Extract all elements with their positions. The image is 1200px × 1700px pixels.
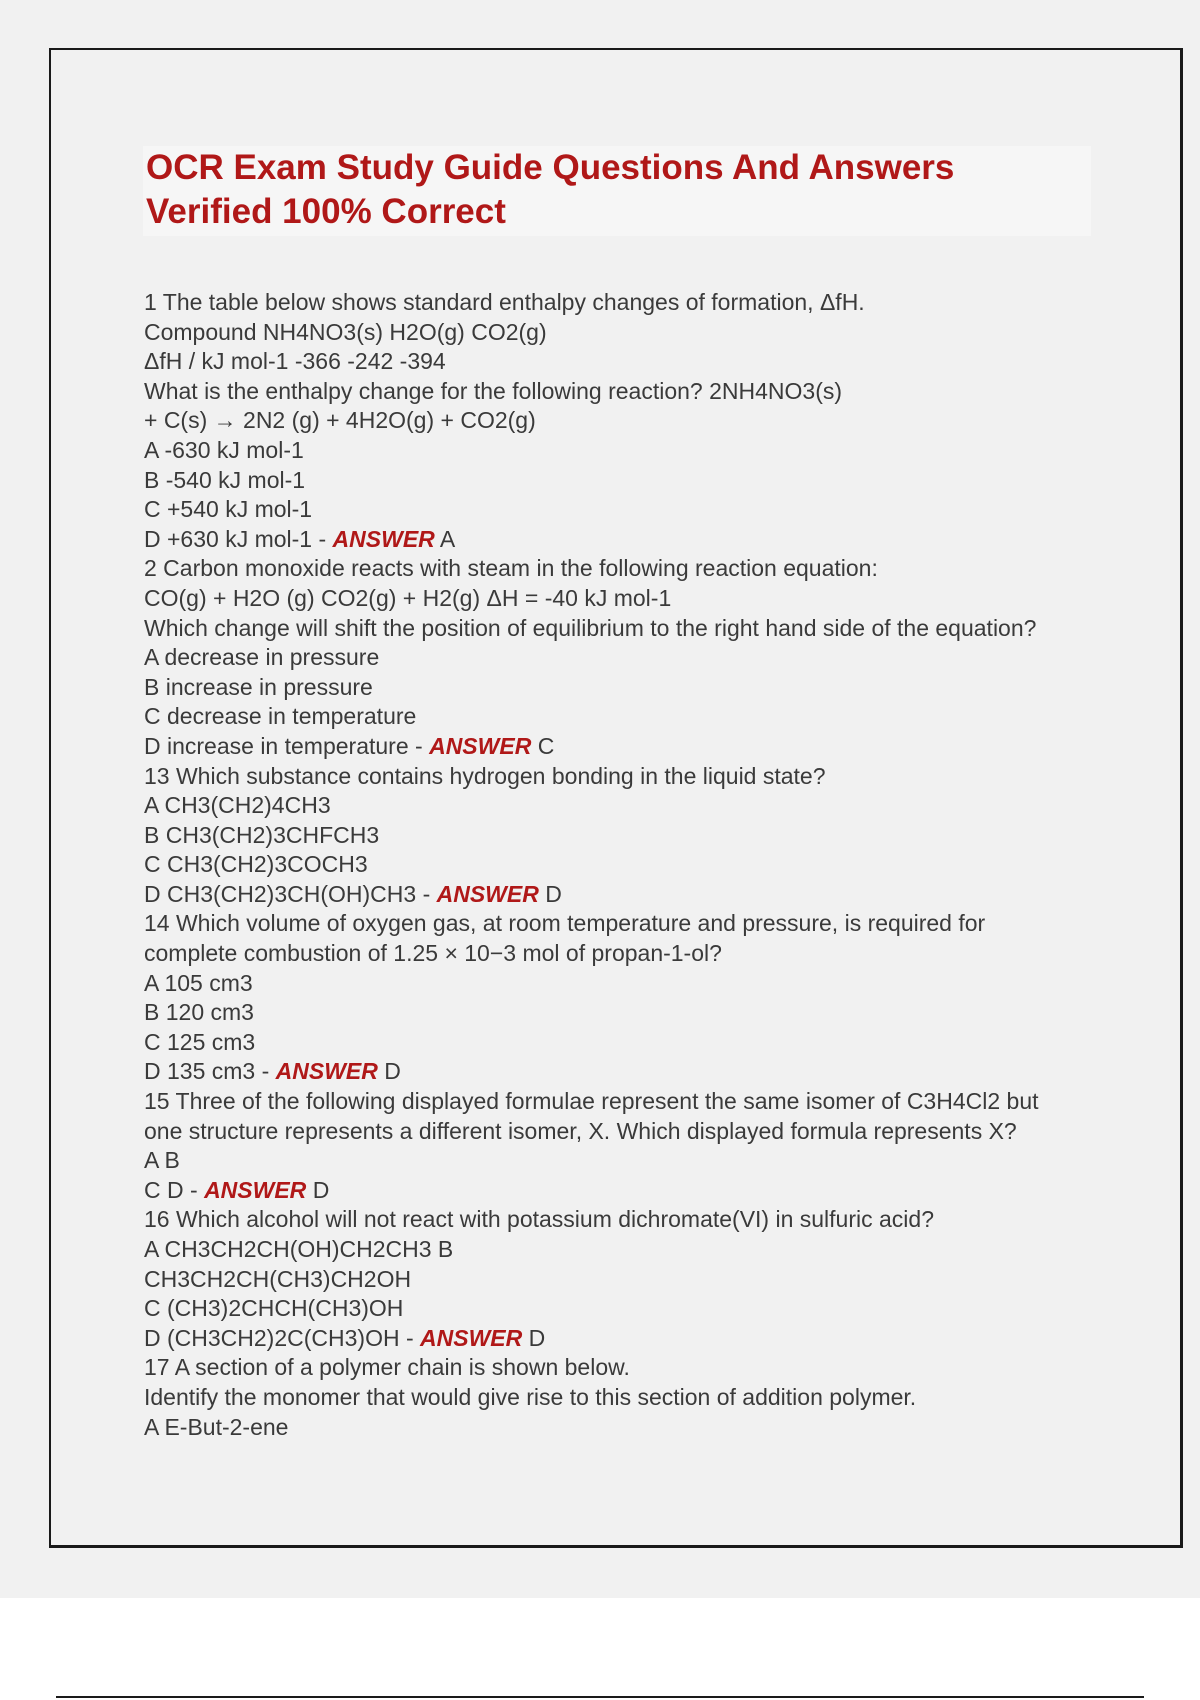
answer-line bbox=[144, 1176, 1104, 1206]
option-text: D +630 kJ mol-1 - bbox=[144, 525, 333, 552]
title-block bbox=[143, 146, 1091, 236]
text-line: CH3CH2CH(CH3)CH2OH bbox=[144, 1265, 412, 1292]
text-line: 17 A section of a polymer chain is shown below. bbox=[144, 1354, 630, 1381]
answer-value: A bbox=[439, 525, 456, 552]
document-title bbox=[143, 146, 1091, 234]
text-line: B 120 cm3 bbox=[144, 999, 254, 1026]
text-line: CO(g) + H2O (g) CO2(g) + H2(g) ΔH = -40 kJ mol-1 bbox=[144, 584, 672, 611]
text-line: B increase in pressure bbox=[144, 673, 373, 700]
answer-line bbox=[144, 1324, 1104, 1354]
answer-line bbox=[144, 525, 1104, 555]
text-line: + C(s) → 2N2 (g) + 4H2O(g) + CO2(g) bbox=[144, 407, 536, 434]
option-text: C D - bbox=[144, 1176, 205, 1203]
answer-line bbox=[144, 880, 1104, 910]
text-line: A B bbox=[144, 1147, 180, 1174]
text-line: A 105 cm3 bbox=[144, 969, 253, 996]
answer-label: ANSWER bbox=[275, 1058, 378, 1085]
text-line: Which change will shift the position of equilibrium to the right hand side of the equation? bbox=[144, 614, 1037, 641]
answer-label: ANSWER bbox=[332, 525, 435, 552]
text-line: complete combustion of 1.25 × 10−3 mol of propan-1-ol? bbox=[144, 940, 722, 967]
text-line: C CH3(CH2)3COCH3 bbox=[144, 851, 368, 878]
answer-label: ANSWER bbox=[420, 1324, 523, 1351]
text-line: 2 Carbon monoxide reacts with steam in the following reaction equation: bbox=[144, 555, 878, 582]
text-line: 13 Which substance contains hydrogen bonding in the liquid state? bbox=[144, 762, 826, 789]
text-line: A CH3(CH2)4CH3 bbox=[144, 792, 331, 819]
question-text bbox=[144, 288, 1104, 1442]
text-line: 1 The table below shows standard enthalpy changes of formation, ΔfH. bbox=[144, 289, 865, 315]
option-text: D increase in temperature - bbox=[144, 732, 430, 759]
answer-value: C bbox=[537, 732, 555, 759]
footer-divider bbox=[56, 1696, 1144, 1698]
text-line: 15 Three of the following displayed formulae represent the same isomer of C3H4Cl2 but bbox=[144, 1088, 1039, 1115]
text-line: C 125 cm3 bbox=[144, 1028, 256, 1055]
text-line: B CH3(CH2)3CHFCH3 bbox=[144, 821, 380, 848]
text-line: one structure represents a different isomer, X. Which displayed formula represents X? bbox=[144, 1117, 1017, 1144]
answer-value: D bbox=[312, 1176, 330, 1203]
answer-value: D bbox=[528, 1324, 546, 1351]
text-line: C +540 kJ mol-1 bbox=[144, 496, 313, 523]
text-line: Identify the monomer that would give rise to this section of addition polymer. bbox=[144, 1383, 917, 1410]
option-text: D 135 cm3 - bbox=[144, 1058, 276, 1085]
title-line: OCR Exam Study Guide Questions And Answers bbox=[146, 148, 955, 187]
text-line: ΔfH / kJ mol-1 -366 -242 -394 bbox=[144, 348, 446, 375]
option-text: D (CH3CH2)2C(CH3)OH - bbox=[144, 1324, 421, 1351]
text-line: A decrease in pressure bbox=[144, 644, 380, 671]
answer-label: ANSWER bbox=[429, 732, 532, 759]
answer-value: D bbox=[384, 1058, 401, 1085]
text-line: Compound NH4NO3(s) H2O(g) CO2(g) bbox=[144, 318, 547, 345]
answer-line bbox=[144, 1057, 1104, 1087]
text-line: C decrease in temperature bbox=[144, 703, 417, 730]
answer-label: ANSWER bbox=[436, 880, 539, 907]
text-line: A -630 kJ mol-1 bbox=[144, 436, 304, 463]
text-line: 14 Which volume of oxygen gas, at room temperature and pressure, is required for bbox=[144, 910, 986, 937]
answer-value: D bbox=[545, 880, 562, 907]
title-line: Verified 100% Correct bbox=[146, 192, 506, 231]
text-line: A E-But-2-ene bbox=[144, 1413, 289, 1440]
option-text: D CH3(CH2)3CH(OH)CH3 - bbox=[144, 880, 437, 907]
text-line: B -540 kJ mol-1 bbox=[144, 466, 306, 493]
text-line: 16 Which alcohol will not react with potassium dichromate(VI) in sulfuric acid? bbox=[144, 1206, 934, 1233]
text-line: C (CH3)2CHCH(CH3)OH bbox=[144, 1295, 404, 1322]
text-line: What is the enthalpy change for the following reaction? 2NH4NO3(s) bbox=[144, 377, 843, 404]
answer-line bbox=[144, 732, 1104, 762]
text-line: A CH3CH2CH(OH)CH2CH3 B bbox=[144, 1236, 454, 1262]
answer-label: ANSWER bbox=[204, 1176, 307, 1203]
